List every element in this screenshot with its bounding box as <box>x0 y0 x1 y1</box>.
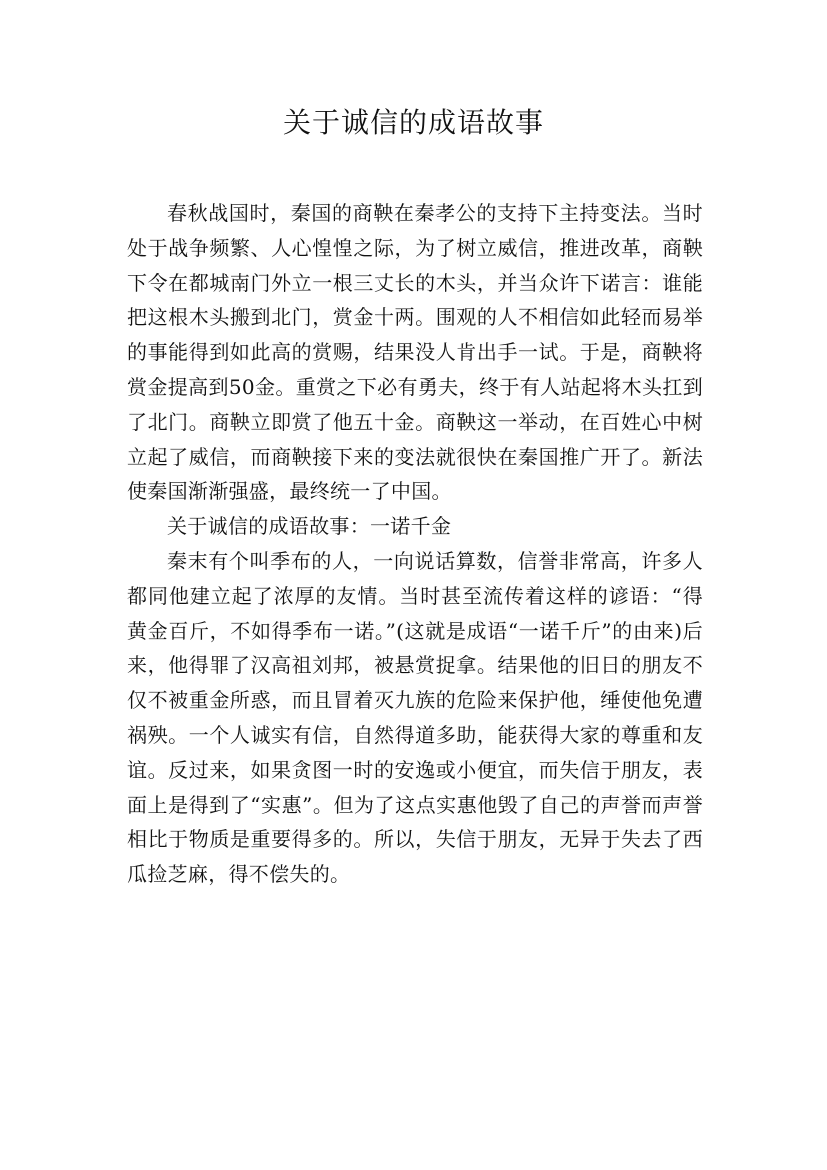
section-heading-yi-nuo-qian-jin: 关于诚信的成语故事：一诺千金 <box>167 514 452 539</box>
paragraph-shang-yang-story: 春秋战国时，秦国的商鞅在秦孝公的支持下主持变法。当时处于战争频繁、人心惶惶之际，为了树立威信，推进改革，商鞅下令在都城南门外立一根三丈长的木头，并当众许下诺言：谁能把这根木头搬到北门，赏金十两。围观的人不相信如此轻而易举的事能得到如此高的赏赐，结果没人肯出手一试。于是，商鞅将赏金提高到50金。重赏之下必有勇夫，终于有人站起将木头扛到了北门。商鞅立即赏了他五十金。商鞅这一举动，在百姓心中树立起了威信，而商鞅接下来的变法就很快在秦国推广开了。新法使秦国渐渐强盛，最终统一了中国。 <box>127 201 703 504</box>
document-body <box>127 196 703 892</box>
paragraph-ji-bu-story: 秦末有个叫季布的人，一向说话算数，信誉非常高，许多人都同他建立起了浓厚的友情。当时甚至流传着这样的谚语：“得黄金百斤，不如得季布一诺。”(这就是成语“一诺千斤”的由来)后来，他得罪了汉高祖刘邦，被悬赏捉拿。结果他的旧日的朋友不仅不被重金所惑，而且冒着灭九族的危险来保护他，缍使他免遭祸殃。一个人诚实有信，自然得道多助，能获得大家的尊重和友谊。反过来，如果贪图一时的安逸或小便宜，而失信于朋友，表面上是得到了“实惠”。但为了这点实惠他毁了自己的声誉而声誉相比于物质是重要得多的。所以，失信于朋友，无异于失去了西瓜捡芝麻，得不偿失的。 <box>127 548 703 887</box>
document-title: 关于诚信的成语故事 <box>282 106 544 139</box>
